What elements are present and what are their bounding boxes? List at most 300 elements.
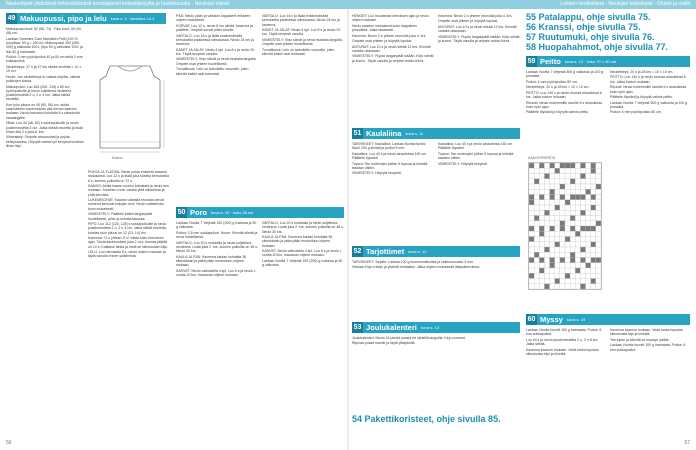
chart-cell [586, 247, 591, 252]
chart-cell [575, 242, 580, 247]
paragraph: SARVET: Neulo valkoisella 4 kpl. Luo 6 s ja neulo i-cordia 20 krs, haaraudu ohjeen mukaan. [176, 268, 256, 278]
chart-cell [550, 200, 555, 205]
paragraph: PÄÄ: Neulo pään ja vartalon kappaleet erikseen ohjeen mukaisesti. [176, 14, 251, 23]
chart-cell [596, 179, 601, 184]
section-51-title: Kaulaliina [366, 129, 402, 138]
chart-cell [575, 237, 580, 242]
chart-cell [586, 163, 591, 168]
chart-cell [596, 210, 601, 215]
chart-cell [529, 163, 534, 168]
chart-cell [529, 258, 534, 263]
chart-cell [591, 189, 596, 194]
chart-cell [586, 205, 591, 210]
paragraph: KÄDET JA JALAT: Neulo 4 kpl. Luo 8 s ja neulo 20 krs. Täytä kevyesti vanulla. [262, 28, 341, 37]
big-title-55: 55 Patalappu, ohje sivulla 75. [526, 12, 651, 22]
paragraph: ANTURAT: Luo 10 s ja neulo sileää 12 krs. Kiinnitä vartalon alaosaan. [438, 24, 517, 34]
chart-cell [550, 231, 555, 236]
right-column-2 [438, 14, 520, 124]
paragraph: Huom: Jos neuletiheys ei vastaa ohjetta, vaihda puikkojen kokoa. [6, 74, 81, 84]
chart-cell [580, 195, 585, 200]
right-column-53-text [352, 336, 520, 410]
chart-cell [550, 174, 555, 179]
paragraph: VIIMEISTELY: Kirjo silmät ja nenä mustalla langalla. Ompele osat yhteen huolellisesti. [262, 37, 343, 47]
chart-cell [586, 252, 591, 257]
paragraph: Lankaa: Novita 7 Veljestä 500 g valkoista ja 100 g punaista. [610, 100, 688, 109]
chart-cell [580, 216, 585, 221]
chart-cell [560, 237, 565, 242]
paragraph: Kavenna kaavion mukaan. Vedä lanka lopuista silmukoista läpi ja kiinnitä. [610, 328, 683, 337]
chart-cell [534, 268, 539, 273]
chart-cell [575, 252, 580, 257]
chart-cell [570, 247, 575, 252]
paragraph: VIIMEISTELY: Höyrytä kevyesti. [438, 161, 488, 166]
chart-cell [570, 252, 575, 257]
chart-cell [529, 226, 534, 231]
chart-cell [529, 216, 534, 221]
chart-cell [591, 231, 596, 236]
paragraph: VARTALO: Luo 16 s ja lisää ensimmäisellä kerroksella jokaisessa silmukassa. Neulo 24 krs ja kavenna. [176, 33, 254, 47]
chart-cell [544, 179, 549, 184]
chart-cell [550, 279, 555, 284]
chart-cell [544, 231, 549, 236]
paragraph: Lankaa: Novita Isoveli 100 g harmaata. Puikot: 6 mm sukkapuikot. [610, 343, 686, 352]
chart-cell [529, 189, 534, 194]
chart-cell [529, 263, 534, 268]
section-53-number: 53 [353, 324, 362, 331]
chart-cell [555, 237, 560, 242]
chart-cell [550, 189, 555, 194]
chart-cell [534, 216, 539, 221]
section-52-number: 52 [353, 248, 362, 255]
chart-cell [565, 210, 570, 215]
section-59-subtitle: kuva s. 14 · koko 70 × 90 cm [564, 59, 617, 64]
chart-cell [544, 168, 549, 173]
chart-cell [586, 258, 591, 263]
chart-cell [580, 168, 585, 173]
section-59-header [526, 56, 690, 67]
paragraph: Neuletiheys: 27 s ja 37 krs sileää neuletta = 10 × 10 cm. [6, 64, 82, 74]
chart-cell [586, 168, 591, 173]
chart-cell [586, 200, 591, 205]
chart-cell [580, 179, 585, 184]
paragraph: Tupsut: Tee molempiin päihin 5 tupsua ja kiinnitä tasaisin välein. [438, 151, 514, 161]
paragraph: Luo 64 s ja neulo joustinneuletta 2 o, 2 n 8 cm. Jatka sileää. [526, 337, 599, 347]
chart-cell [555, 189, 560, 194]
chart-cell [544, 268, 549, 273]
chart-cell [550, 263, 555, 268]
chart-cell [529, 195, 534, 200]
paragraph: Lankaa: Sandnes Garn Mandarin Petit (100 % puuvillaa, 50 g = 180 m): Makuupussi 300 (350, 400) g valkoista 1001, pipo 50 g valkoista 1001 ja lelu 50 g harmaata. [6, 36, 83, 54]
chart-cell [596, 237, 601, 242]
chart-cell [575, 179, 580, 184]
chart-cell [591, 263, 596, 268]
section-52-title: Tarjottimet [366, 247, 405, 256]
right-page-number: 57 [684, 440, 690, 446]
chart-cell [539, 174, 544, 179]
chart-cell [591, 163, 596, 168]
chart-cell [534, 168, 539, 173]
paragraph: Kavenna: *2 o yhteen, 6 o* toista koko kerroksen ajan. Toista kavennukset joka 2. krs, kunnes jäljellä on 14 s. Katkaise lanka ja vedä se silmukoiden läpi. [88, 236, 168, 249]
chart-cell [586, 273, 591, 278]
chart-cell [580, 189, 585, 194]
chart-cell [539, 195, 544, 200]
chart-cell [529, 221, 534, 226]
chart-cell [591, 174, 596, 179]
chart-cell [550, 252, 555, 257]
chart-cell [539, 258, 544, 263]
chart-cell [555, 252, 560, 257]
chart-cell [565, 284, 570, 289]
chart-cell [586, 174, 591, 179]
chart-cell [550, 242, 555, 247]
chart-cell [555, 231, 560, 236]
paragraph: Reunat: Neulo molemmille sivuille 6 s ainaoikeaa koko työn ajan. [610, 85, 687, 94]
chart-cell [596, 263, 601, 268]
chart-cell [555, 268, 560, 273]
chart-cell [596, 284, 601, 289]
paragraph: LELU: Luo harmaalla 8 s, neulo ohjeen mukaan ja täytä vanulla ennen sulkemista. [88, 250, 166, 259]
chart-cell [596, 252, 601, 257]
section-60-number: 60 [527, 316, 536, 323]
chart-cell [580, 242, 585, 247]
chart-cell [596, 205, 601, 210]
chart-cell [575, 247, 580, 252]
chart-cell [565, 205, 570, 210]
chart-cell [560, 258, 565, 263]
chart-cell [570, 284, 575, 289]
right-column-1 [352, 14, 434, 124]
chart-cell [586, 184, 591, 189]
chart-cell [550, 226, 555, 231]
paragraph: Ompele osat yhteen ja höyrytä lopuksi. [352, 39, 413, 44]
chart-cell [534, 184, 539, 189]
chart-cell [539, 279, 544, 284]
chart-cell [596, 184, 601, 189]
chart-cell [596, 242, 601, 247]
chart-cell [565, 200, 570, 205]
chart-cell [560, 210, 565, 215]
chart-cell [550, 205, 555, 210]
chart-cell [591, 221, 596, 226]
chart-cell [544, 284, 549, 289]
chart-cell [529, 179, 534, 184]
chart-cell [580, 221, 585, 226]
section-60-header [526, 314, 690, 325]
chart-cell [565, 179, 570, 184]
chart-cell [591, 184, 596, 189]
chart-cell [560, 168, 565, 173]
chart-cell [544, 258, 549, 263]
paragraph: TARVIKKEET: Tarjotin: Lankaa 100 g luonnonvalkoista ja virkkuukoukku 3 mm. [352, 260, 474, 264]
paragraph: Lankaa: Novita 7 Veljestä 150 (200) g ruskeaa ja 50 g valkoista. [176, 221, 257, 230]
chart-cell [529, 273, 534, 278]
chart-cell [570, 189, 575, 194]
chart-cell [555, 226, 560, 231]
paragraph: Puikot: 4 mm pyöröpuikko 80 cm. [526, 79, 578, 84]
knitting-chart-grid-icon [529, 163, 601, 289]
chart-cell [586, 226, 591, 231]
right-column-2-mid [438, 142, 520, 240]
chart-cell [539, 231, 544, 236]
left-column-4-top [262, 14, 344, 199]
chart-cell [529, 247, 534, 252]
chart-cell [560, 231, 565, 236]
chart-cell [529, 268, 534, 273]
chart-cell [560, 242, 565, 247]
chart-cell [565, 168, 570, 173]
chart-cell [544, 252, 549, 257]
paragraph: Virkkaa 6 kjs:n ketju ja yhdistä renkaaksi. Jatka ohjeen mukaisesti lisäyskierroksia. [352, 265, 480, 270]
chart-cell [544, 184, 549, 189]
paragraph: Puikot: 3,5 mm sukkapuikot. Huom: Kiinnitä silmät ja nenä huolellisesti. [176, 230, 258, 240]
chart-cell [575, 210, 580, 215]
paragraph: LUKEMISOHJE: Kaavion oikealla reunalla olevat numerot kertovat kokojen erot. Neulo valitsemasi koon mukaisesti. [88, 198, 164, 211]
chart-cell [539, 237, 544, 242]
chart-cell [555, 179, 560, 184]
chart-cell [591, 279, 596, 284]
chart-cell [586, 242, 591, 247]
paragraph: VARTALO: Luo 20 s ruskealla ja neulo suljettuna neuleena. Lisää joka 2. krs, kunnes puikoilla on 48 s. Neulo 30 krs. [262, 221, 344, 234]
chart-cell [575, 163, 580, 168]
chart-cell [565, 252, 570, 257]
chart-cell [580, 231, 585, 236]
chart-cell [550, 184, 555, 189]
section-59-number: 59 [527, 58, 536, 65]
chart-cell [534, 174, 539, 179]
chart-cell [596, 231, 601, 236]
chart-cell [555, 210, 560, 215]
chart-cell [565, 226, 570, 231]
chart-cell [534, 258, 539, 263]
chart-cell [575, 226, 580, 231]
chart-cell [596, 216, 601, 221]
header-right-text: Lehden neuleohjeet · Neulojan kääntöpiiri · Ohjeet ja mallit [560, 1, 690, 7]
chart-cell [550, 273, 555, 278]
chart-cell [539, 179, 544, 184]
chart-cell [565, 263, 570, 268]
chart-cell [534, 189, 539, 194]
chart-cell [586, 221, 591, 226]
left-column-1 [6, 27, 84, 287]
paragraph: PIPO: Luo 112 (120, 128) s sukkapuikoille ja neulo joustinneuletta 2 o, 2 n 3 cm. Jatka sileää neuletta, kunnes työn pituus on 12 (13, 14) cm. [88, 222, 167, 235]
chart-cell [575, 279, 580, 284]
right-column-1-mid [352, 142, 434, 240]
chart-cell [529, 210, 534, 215]
chart-cell [570, 279, 575, 284]
paragraph: KORVAT: Luo 12 s, neulo 8 krs sileää, kavenna ja päättele. Ompele korvat pään sivuille. [176, 23, 253, 33]
diagram-caption: Kaavio [112, 156, 123, 160]
paragraph: Päättele löysästi ja höyrytä valmis peitto. [526, 110, 590, 115]
left-column-3-bottom [176, 221, 258, 439]
chart-cell [544, 273, 549, 278]
chart-cell [565, 163, 570, 168]
chart-cell [534, 242, 539, 247]
paragraph: VIIMEISTELY: Pujota langanpäät sisään. Kirjo silmät ja kuono. Täytä vanulla ja ompele aukko kiinni. [352, 54, 434, 63]
chart-cell [544, 221, 549, 226]
big-title-57: 57 Ruutumuki, ohje sivulla 76. [526, 32, 655, 42]
chart-cell [596, 189, 601, 194]
section-50-subtitle: kuva s. 10 · koko 26 cm [211, 210, 254, 215]
chart-cell [560, 205, 565, 210]
chart-cell [591, 168, 596, 173]
chart-cell [560, 226, 565, 231]
chart-cell [534, 231, 539, 236]
paragraph: Viimeistely: Ompele sivusaumat ja pujota kiristysnauha. Höyrytä valmis työ kevyesti kostean liinan läpi. [6, 135, 84, 148]
section-51-subtitle: kuva s. 11 [405, 131, 424, 136]
chart-cell [575, 189, 580, 194]
paragraph: Turvallisuus: Lelu on tarkoitettu vauvoille, joten kiinnitä kaikki osat tukevasti. [262, 47, 335, 56]
chart-cell [539, 210, 544, 215]
chart-cell [575, 221, 580, 226]
chart-cell [560, 174, 565, 179]
chart-cell [555, 205, 560, 210]
chart-cell [580, 263, 585, 268]
chart-cell [575, 268, 580, 273]
chart-cell [534, 205, 539, 210]
chart-cell [570, 205, 575, 210]
chart-cell [544, 210, 549, 215]
section-60-title: Myssy [540, 315, 563, 324]
big-titles-block [526, 12, 690, 52]
chart-cell [539, 189, 544, 194]
paragraph: Kavenna: Neulo 2 o yhteen reunoilla joka 4. krs. [352, 33, 427, 38]
chart-cell [529, 242, 534, 247]
section-53-subtitle: kuva s. 13 [420, 325, 440, 330]
chart-cell [534, 237, 539, 242]
paragraph: Makuupussi koot: 62 (68, 74) · Pipo koot: 40 (44, 48) cm. [6, 27, 82, 36]
chart-cell [550, 258, 555, 263]
chart-cell [580, 200, 585, 205]
chart-cell [570, 258, 575, 263]
chart-cell [555, 168, 560, 173]
chart-cell [534, 247, 539, 252]
chart-cell [565, 237, 570, 242]
chart-cell [570, 268, 575, 273]
paragraph: Tee tupsu ja kiinnitä se myssyn päälle. [610, 337, 670, 342]
chart-cell [539, 184, 544, 189]
chart-cell [596, 247, 601, 252]
section-53-title: Joulukalenteri [366, 323, 417, 332]
chart-cell [550, 195, 555, 200]
chart-cell [534, 273, 539, 278]
big-title-56: 56 Kranssi, ohje sivulla 75. [526, 22, 641, 32]
chart-cell [586, 279, 591, 284]
paragraph: Puikot: 4 mm pyöröpuikko 80 cm. [610, 110, 662, 115]
chart-cell [575, 284, 580, 289]
left-column-4-bottom [262, 221, 344, 439]
chart-cell [560, 189, 565, 194]
chart-cell [544, 189, 549, 194]
chart-cell [575, 258, 580, 263]
chart-cell [544, 247, 549, 252]
chart-cell [534, 279, 539, 284]
chart-cell [591, 273, 596, 278]
chart-cell [529, 252, 534, 257]
paragraph: Kaulaliina: Luo 40 s ja neulo ainaoikeaa 160 cm. Päättele löysästi. [438, 142, 514, 151]
chart-cell [591, 284, 596, 289]
chart-cell [555, 242, 560, 247]
paragraph: Lankaa: Novita 7 Veljestä 150 (200) g ruskeaa ja 50 g valkoista. [262, 258, 343, 268]
chart-cell [560, 184, 565, 189]
section-54-title: 54 Pakettikoristeet, ohje sivulla 85. [352, 414, 501, 424]
chart-cell [539, 242, 544, 247]
chart-cell [565, 273, 570, 278]
chart-cell [550, 168, 555, 173]
chart-cell [534, 226, 539, 231]
chart-cell [550, 221, 555, 226]
chart-cell [565, 279, 570, 284]
chart-cell [591, 258, 596, 263]
paragraph: KAAVIO: Aloita kaavio nuolen kohdasta ja neulo sen mukaan. Jokainen ruutu vastaa yhtä silmukkaa ja yhtä kerrosta. [88, 184, 169, 197]
section-60-subtitle: kuva s. 15 [566, 317, 586, 322]
chart-cell [544, 216, 549, 221]
chart-cell [591, 205, 596, 210]
chart-cell [575, 200, 580, 205]
chart-cell [529, 205, 534, 210]
chart-cell [586, 237, 591, 242]
chart-cell [591, 242, 596, 247]
chart-cell [565, 174, 570, 179]
chart-cell [570, 263, 575, 268]
chart-cell [596, 174, 601, 179]
chart-cell [596, 273, 601, 278]
chart-cell [575, 216, 580, 221]
chart-cell [570, 210, 575, 215]
chart-cell [586, 189, 591, 194]
chart-cell [560, 221, 565, 226]
chart-cell [555, 258, 560, 263]
chart-cell [565, 216, 570, 221]
chart-cell [555, 174, 560, 179]
chart-cell [560, 179, 565, 184]
section-49-number: 49 [7, 15, 16, 22]
chart-cell [534, 252, 539, 257]
chart-cell [539, 226, 544, 231]
chart-cell [580, 237, 585, 242]
chart-cell [550, 179, 555, 184]
chart-cell [565, 247, 570, 252]
section-59-title: Peitto [540, 57, 561, 66]
paragraph: VIIMEISTELY: Höyrytä kevyesti. [352, 171, 402, 176]
chart-cell [570, 168, 575, 173]
paragraph: Ripusta pussit narulle ja täytä yllätyksillä. [352, 341, 416, 346]
paragraph: VARTALO: Luo 20 s ruskealla ja neulo suljettuna neuleena. Lisää joka 2. krs, kunnes puikoilla on 48 s. Neulo 30 krs. [176, 240, 258, 254]
chart-cell [580, 163, 585, 168]
chart-cell [575, 273, 580, 278]
paragraph: Reunat: Neulo molemmille sivuille 6 s ainaoikeaa koko työn ajan. [526, 100, 603, 109]
chart-cell [539, 273, 544, 278]
paragraph: Lankaa: Novita Isoveli 100 g harmaata. Puikot: 6 mm sukkapuikot. [526, 328, 602, 337]
chart-cell [534, 263, 539, 268]
paragraph: Kavenna: Neulo 2 o yhteen reunoilla joka 4. krs. [438, 14, 513, 18]
chart-cell [529, 237, 534, 242]
chart-cell [565, 231, 570, 236]
chart-cell [544, 163, 549, 168]
left-page-number: 56 [6, 440, 12, 446]
paragraph: PEITTO: Luo 140 s ja neulo reunaa ainaoikeaa 6 krs. Jatka kuvion mukaan. [526, 90, 602, 100]
chart-cell [565, 258, 570, 263]
chart-cell [534, 200, 539, 205]
chart-cell [580, 247, 585, 252]
chart-cell [596, 268, 601, 273]
knitting-chart [528, 162, 602, 290]
chart-cell [555, 195, 560, 200]
chart-cell [575, 231, 580, 236]
chart-cell [591, 179, 596, 184]
chart-cell [580, 226, 585, 231]
chart-cell [586, 284, 591, 289]
chart-cell [529, 174, 534, 179]
